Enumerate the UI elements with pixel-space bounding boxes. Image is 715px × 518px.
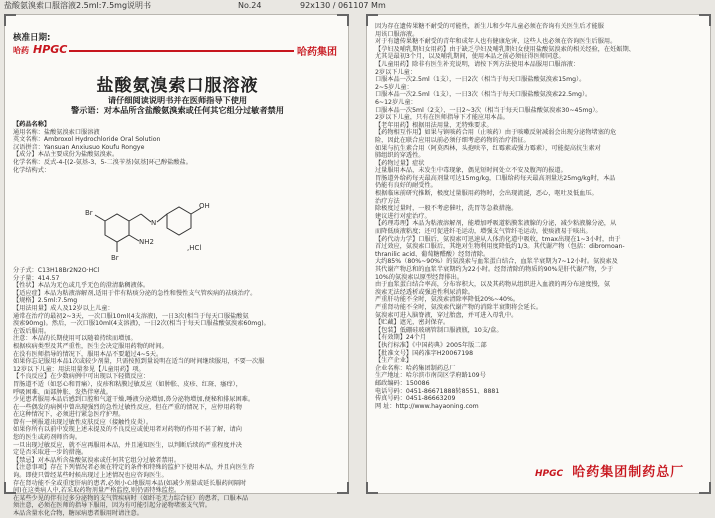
text-line: 【药理毒理】本品为粘液溶解剂，能增加呼吸道粘膜浆液腺的分泌，减少粘液腺分泌，从 — [375, 220, 617, 228]
header-size: 92x130 / 061107 Mm — [300, 1, 386, 10]
text-line: 10%的氨溴索以原型经肾排出。 — [375, 273, 464, 281]
group-name: 哈药集团 — [297, 47, 337, 58]
right-panel — [366, 14, 711, 494]
right-body-text — [375, 23, 700, 410]
text-line: 如果与抗生素合用（阿莫西林，头孢呋辛，红霉素或强力霉素），可能提高抗生素对 — [375, 144, 601, 152]
text-line: 网 址：http://www.hayaoning.com — [375, 402, 479, 410]
text-line: 本品含量水化合物，糖尿病患者服用时请注意。 — [13, 510, 143, 517]
text-line: 须注意，必须在医师的指导下服用，因为有可能引起分泌物堵塞支气管。 — [13, 502, 211, 510]
text-line: 【规格】2.5ml:7.5mg — [13, 297, 78, 305]
br-label: Br — [85, 209, 93, 217]
text-line: 口服本品一次5ml（2支），一日2~3次（相当于每天口服盐酸氨溴索30~45mg）。 — [375, 106, 602, 114]
product-basics — [13, 121, 333, 174]
text-line: 英文名称：Ambroxol Hydrochloride Oral Solution — [13, 136, 161, 144]
text-line: 【儿童用药】除非有医生补充说明，请按下列方法使用本品服用口服溶液： — [375, 60, 580, 68]
crop-mark — [699, 482, 711, 494]
text-line: 化学名称：反式-4-[(2-氨基-3、5-二溴苄基)氨基]环己醇盐酸盐。 — [13, 158, 192, 166]
hcl-label: ,HCl — [187, 244, 202, 252]
text-line: 【成分】本品主要成份为盐酸氨溴索。 — [13, 151, 119, 159]
formula: 分子式：C13H18Br2N2O·HCl — [13, 267, 100, 274]
text-line: 在一些偶发的病例中曾出现强烈的急性过敏性反应，但在严重的情况下，应停用药物 — [13, 403, 242, 411]
approval-date-label: 核准日期: — [13, 33, 51, 43]
text-line: 少见患者服用本品后感到口腔和气道干燥,唾液分泌增加,鼻分泌物增加,便秘和排尿困难。 — [13, 396, 255, 404]
text-line: 12岁以下儿童：用法用量参见【儿童用药】项。 — [13, 365, 145, 373]
footer-company-logo — [535, 461, 684, 480]
text-line: 在某些少见的伴有过多分泌物的支气管疾病时（如纤毛无力综合征）的患者，口服本品 — [13, 494, 249, 502]
text-line: 尤其是最初3个月，以及哺乳期间，使用本品之前必须征得医师同意。 — [375, 53, 565, 61]
text-line: 用该口服溶液。 — [375, 30, 419, 38]
text-line: 定是否采取进一步的措施。 — [13, 449, 88, 457]
text-line: 严重肾功能不全时，氨溴索代谢产物的消除半衰期将会延长。 — [375, 303, 543, 311]
text-line: 对于有遗传果糖不耐受的青年和成年人也有健康危害，这些人也必须在咨询医生后服用。 — [375, 38, 617, 46]
text-line: 如果你所有以前中发现上述未提及的不良反应或使用者对药物的作用不甚了解，请向 — [13, 426, 242, 434]
text-line: 2岁以下儿童，只有在医师指导下才能应用本品。 — [375, 114, 509, 122]
nh-label: N — [151, 219, 157, 227]
text-line: 曾有一例报道出现过敏性皮肤反应（接触性皮炎）。 — [13, 418, 153, 426]
spec-header — [0, 0, 715, 12]
text-line: 间)在这类病人中,若采取药物剂量严格监控,则仍需特殊监控。 — [13, 487, 181, 495]
text-line: 治疗方法 — [375, 197, 400, 205]
header-title: 盐酸氨溴索口服溶液2.5ml:7.5mg说明书 — [4, 1, 152, 10]
text-line: 口服本品一次2.5ml（1支），一日2次（相当于每天口服盐酸氨溴索15mg）。 — [375, 76, 586, 84]
br-label: Br — [111, 254, 119, 262]
text-line: 6~12岁儿童： — [375, 98, 417, 106]
text-line: 如果你忘记服用本品1次或较少剂量，只需按照到量说明在适当的时间继续服用，不要一次服 — [13, 358, 265, 366]
text-line: 过量服用本品，未发生中毒现象，偶见短时间处立不安及腹泻的报道。 — [375, 167, 567, 175]
text-line: 除极度过量时，一般不考虑催吐，洗胃等急救措施。 — [375, 205, 518, 213]
text-line: 大约85%（80%~90%）的氨溴索与血浆蛋白结合，血浆半衰期为7~12小时。氨溴索及 — [375, 258, 618, 266]
text-line: 【孕妇及哺乳期妇女用药】由于缺乏孕妇及哺乳期妇女使用盐酸氨溴索的相关经验，在妊娠期、 — [375, 45, 635, 53]
crop-mark — [699, 14, 711, 26]
text-line: 【性状】本品为无色或几乎无色的澄清黏稠液体。 — [13, 282, 150, 290]
text-line: 在这种情况下，必须进行紧急医疗护理。 — [13, 411, 125, 419]
text-line: 【贮藏】遮光，密封保存。 — [375, 319, 450, 327]
text-line: 在饭后服用。 — [13, 327, 51, 335]
text-line: 呼吸困难、面部肿胀、发热伴寒战。 — [13, 388, 112, 396]
text-line: 注意：本品的长期使用可以随着持续而增加。 — [13, 335, 137, 343]
text-line: 肺组织的穿透性。 — [375, 152, 425, 160]
product-title: 盐酸氨溴索口服溶液 — [96, 76, 259, 96]
text-line: 【有效期】24个月 — [375, 334, 427, 342]
text-line: 【禁忌】对本品所含盐酸氨溴索或任何其它组分过敏者禁用。 — [13, 456, 181, 464]
text-line: 传真号码：0451-86663209 — [375, 395, 456, 403]
nh2-label: NH2 — [139, 238, 154, 246]
text-line: 邮政编码：150086 — [375, 379, 430, 387]
text-line: 询。即使只曾经某些时候出现过上述情况也应咨询医生。 — [13, 472, 168, 480]
text-line: 口服本品一次2.5ml（1支），一日3次（相当于每天口服盐酸氨溴索22.5mg）。 — [375, 91, 592, 99]
text-line: 【适应症】本品为粘液溶解剂,适用于伴有粘痰分泌的急性和慢性支气管疾病的祛痰治疗。 — [13, 289, 257, 297]
text-line: 电话号码：0451-86671888转8551、8881 — [375, 387, 500, 395]
text-line: 胃肠道不适（如恶心和胃痛），皮疹和粘膜过敏反应（如肿胀、皮疹、红斑、瘙痒）， — [13, 380, 242, 388]
company-name: 哈药集团制药总厂 — [572, 465, 685, 480]
warning-line-2: 警示语：对本品所含盐酸氨溴索或任何其它组分过敏者禁用 — [71, 105, 284, 115]
text-line: 险，因此在联合应用以前必须仔细考虑药物的治疗指征。 — [375, 136, 530, 144]
company-logo-mark: HPGC — [535, 469, 564, 479]
text-line: 【老年用药】根据用法用量，无特殊要求。 — [375, 121, 493, 129]
warning-line-1: 请仔细阅读说明书并在医师指导下使用 — [107, 95, 248, 105]
text-line: 生产地址：哈尔滨市南岗区学府路109号 — [375, 372, 486, 380]
text-line: 仍能有良好的耐受性。 — [375, 182, 437, 190]
left-body-text — [13, 267, 333, 518]
text-line: 通常在治疗的最初2~3天，一次口服10ml(4支溶液)，一日3次(相当于每天口服盐酸氨 — [13, 312, 249, 320]
text-line: 【不良反应】在少数病例中可出现以下轻微反应： — [13, 373, 150, 381]
text-line: 【注意事项】存在下列情况者必须在特定的条件和特殊的监护下使用本品，并且向医生咨 — [13, 464, 255, 472]
text-line: 2~5岁儿童： — [375, 83, 413, 91]
text-line: 2岁以下儿童： — [375, 68, 417, 76]
text-line: 氨溴索可进入脑脊液，穿过胎盘，并可进入母乳中。 — [375, 311, 518, 319]
text-line: 通用名称：盐酸氨溴索口服溶液 — [13, 128, 100, 136]
text-line: 由于血浆蛋白结合率高，分布容积大，以及其药物从组织进入血液的再分布速度慢，氨 — [375, 281, 611, 289]
text-line: 胃肠道外给药每天最高剂量可达15mg/kg，口服给药每天最高剂量达25mg/kg时，本品 — [375, 174, 616, 182]
crop-mark — [4, 14, 16, 26]
text-line: 其代谢产物总和的血浆半衰期约为22小时。经肾清除的物质的90%是肝代谢产物，少于 — [375, 266, 614, 273]
text-line: 【包装】低硼硅玻璃管制口服液瓶，10支/盒。 — [375, 326, 503, 334]
text-line: 根据疾病类型及其严重性，医生会决定服用药物的时间。 — [13, 342, 168, 350]
text-line: 【批准文号】国药准字H20067198 — [375, 349, 474, 357]
text-line: 首过效应，氨溴索口服后，其绝对生物利用度降低约1/3。其代谢产物（包括：dibromoan- — [375, 243, 625, 251]
text-line: 您的医生或药剂师咨询。 — [13, 434, 82, 442]
text-line: 而降低痰液粘度；还可促进纤毛运动，增强支气管纤毛运动，使痰液易于咳出。 — [375, 228, 592, 236]
molecular-weight: 分子量：414.57 — [13, 274, 60, 282]
text-line: thranilic acid、葡萄糖醛酸）经肾清除。 — [375, 250, 490, 258]
header-number: No.24 — [238, 1, 262, 10]
brand-logo: HPGC — [33, 43, 68, 56]
crop-mark — [366, 482, 378, 494]
text-line: 【生产企业】 — [375, 357, 413, 365]
text-line: 一旦出现过敏反应，就不应再服用本品，并且通知医生，以判断后续的严重程度并决 — [13, 441, 242, 449]
text-line: 【药物相互作用】如果与镇咳药合用（止咳药）由于咳嗽反射减弱会出现分泌物堵塞的危 — [375, 129, 617, 137]
header-red-line — [69, 50, 294, 52]
crop-mark — [337, 482, 349, 494]
text-line: 化学结构式： — [13, 166, 51, 174]
text-line: 根据临床前研究推断，极度过量服用药物时，会出现流涎，恶心，呕吐及低血压。 — [375, 190, 598, 198]
text-line: 【药物过量】症状 — [375, 159, 425, 167]
text-line: 【用法用量】成人及12岁以上儿童： — [13, 304, 114, 312]
text-line: 严重肝功能不全时，氨溴索清除率降低20%~40%。 — [375, 296, 520, 304]
brand-text: 哈药 — [13, 46, 29, 55]
text-line: 溴索无法经透析或强迫性利尿消除。 — [375, 288, 474, 296]
crop-mark — [337, 14, 349, 26]
chemical-structure — [75, 198, 215, 263]
text-line: 存在肾功能不全或重度肝病的患者,必须小心地服用本品(如减少剂量或延长服药间隔时 — [13, 479, 247, 487]
text-line: 企业名称：哈药集团制药总厂 — [375, 364, 456, 372]
text-line: 汉语拼音：Yansuan Anxiusuo Koufu Rongye — [13, 143, 145, 151]
left-panel — [4, 14, 349, 517]
text-line: 因为存在遗传果糖不耐受的可能性，新生儿和少年儿童必须在咨询有关医生后才能服 — [375, 23, 604, 30]
text-line: 【药代动力学】口服后，氨溴索可迅速从人体消化道中吸收，tmax出现在1~3小时，由于 — [375, 235, 621, 243]
text-line: 建议进行对症治疗。 — [375, 212, 431, 220]
oh-label: OH — [199, 202, 210, 210]
text-line: 【执行标准】《中国药典》2005年版二部 — [375, 341, 487, 349]
section-heading: 【药品名称】 — [13, 121, 51, 128]
text-line: 在没有医师指导的情况下，服用本品不要超过4~5天。 — [13, 350, 163, 358]
text-line: 溴索90mg)。然后，一次口服10ml(4支溶液)，一日2次(相当于每天口服盐酸氨溴索60mg)。 — [13, 320, 270, 328]
